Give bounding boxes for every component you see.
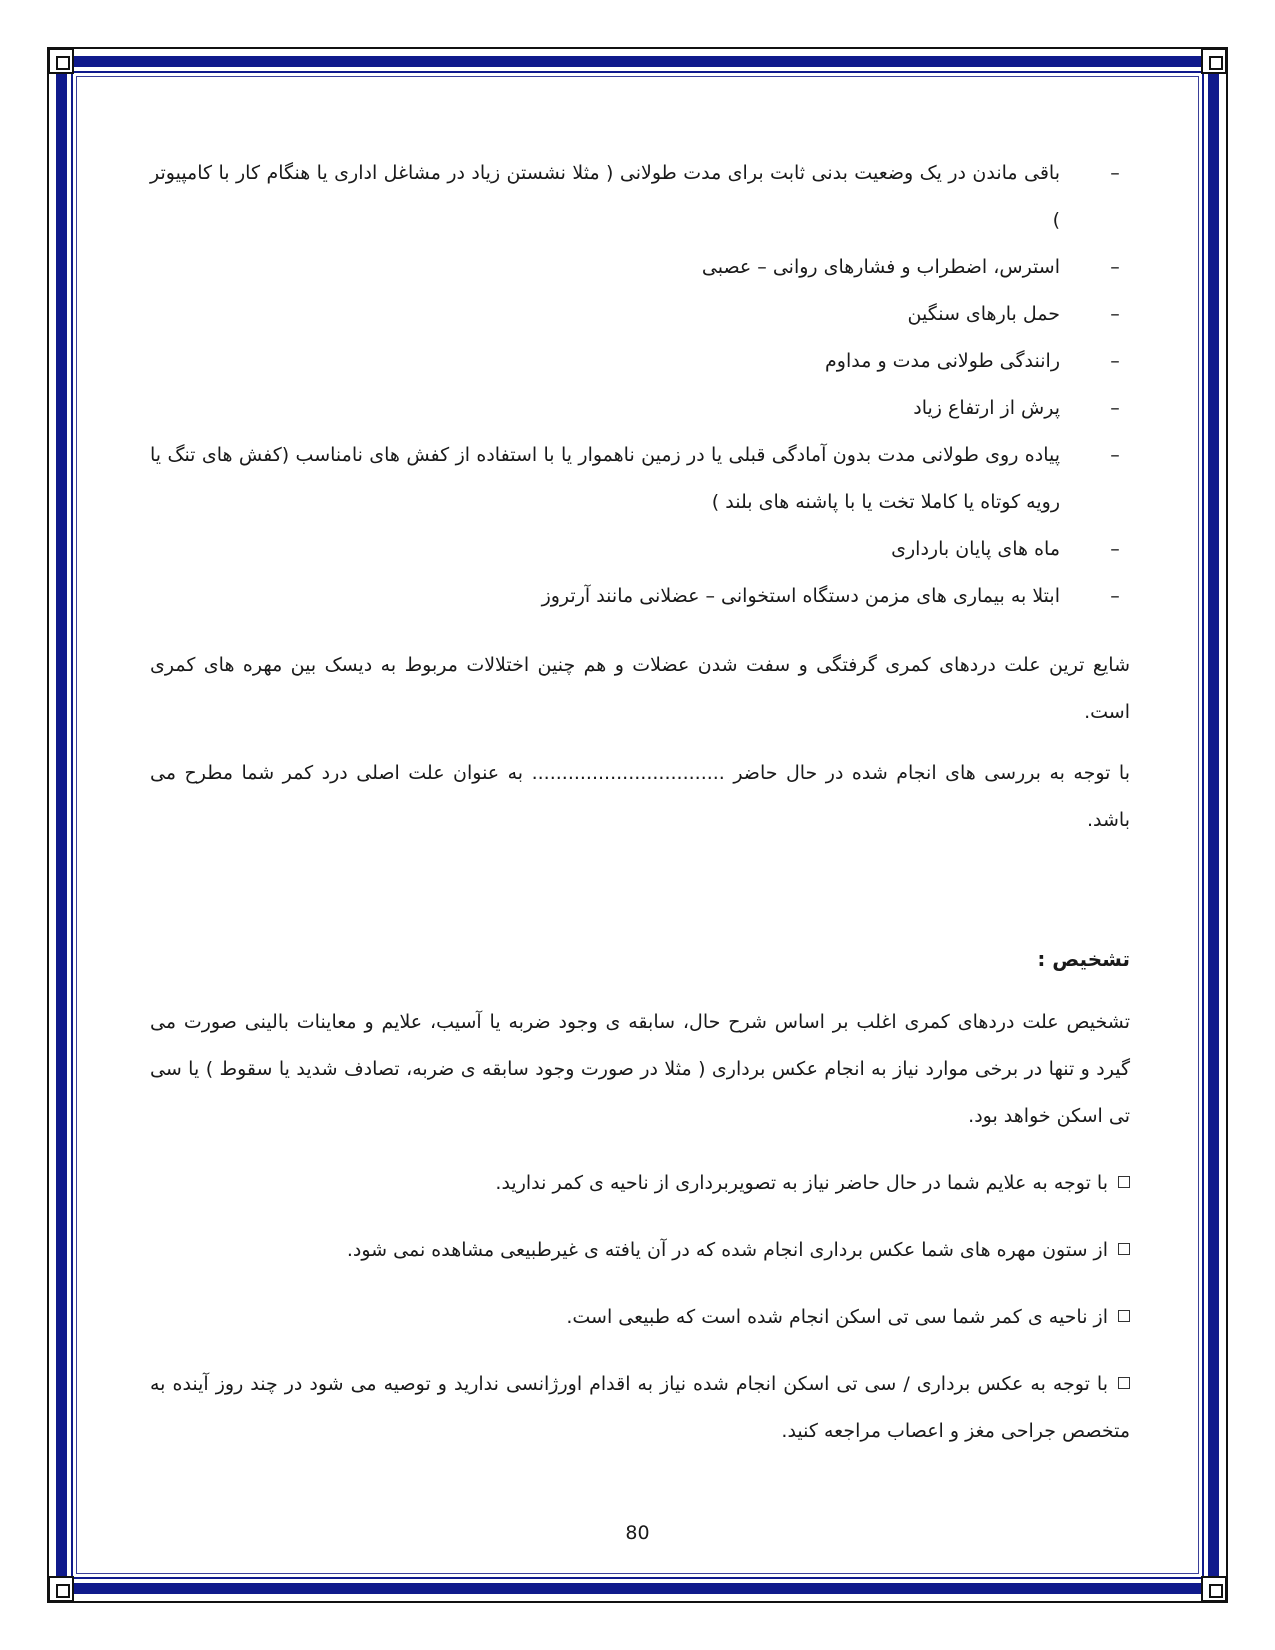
dash-bullet: – — [1110, 350, 1120, 372]
checklist-item — [150, 1227, 1130, 1274]
list-item-text: رانندگی طولانی مدت و مداوم — [825, 350, 1060, 372]
list-item — [150, 573, 1130, 620]
checkbox-icon[interactable] — [1118, 1176, 1130, 1188]
list-item — [150, 291, 1130, 338]
dash-bullet: – — [1110, 585, 1120, 607]
frame-corner-ornament — [48, 1576, 74, 1602]
checklist-item-text: از ناحیه ی کمر شما سی تی اسکن انجام شده است که طبیعی است. — [566, 1306, 1108, 1328]
list-item — [150, 244, 1130, 291]
checkbox-icon[interactable] — [1118, 1377, 1130, 1389]
dash-bullet: – — [1110, 444, 1120, 466]
dash-bullet: – — [1110, 162, 1120, 184]
list-item — [150, 338, 1130, 385]
dash-bullet: – — [1110, 256, 1120, 278]
risk-factor-list — [150, 150, 1130, 620]
checkbox-icon[interactable] — [1118, 1243, 1130, 1255]
page-content — [150, 150, 1130, 1455]
list-item-text: حمل بارهای سنگین — [907, 303, 1060, 325]
frame-corner-ornament — [1201, 1576, 1227, 1602]
list-item — [150, 526, 1130, 573]
checklist-item — [150, 1361, 1130, 1455]
dash-bullet: – — [1110, 397, 1120, 419]
checkbox-icon[interactable] — [1118, 1310, 1130, 1322]
list-item-text: ابتلا به بیماری های مزمن دستگاه استخوانی – عضلانی مانند آرتروز — [541, 585, 1060, 607]
diagnosis-paragraph: تشخیص علت دردهای کمری اغلب بر اساس شرح حال، سابقه ی وجود ضربه یا آسیب، علایم و معاینات بالینی صورت می گیرد و تنها در برخی موارد نیاز به انجام عکس برداری ( مثلا در صورت وجود سابقه ی ضربه، تصادف شدید یا سقوط ) یا سی تی اسکن خواهد بود. — [150, 1011, 1130, 1127]
list-item-text: استرس، اضطراب و فشارهای روانی – عصبی — [701, 256, 1060, 278]
checklist-item-text: از ستون مهره های شما عکس برداری انجام شده که در آن یافته ی غیرطبیعی مشاهده نمی شود. — [346, 1239, 1108, 1261]
frame-corner-ornament — [1201, 48, 1227, 74]
list-item-text: پرش از ارتفاع زیاد — [913, 397, 1060, 419]
list-item-text: ماه های پایان بارداری — [891, 538, 1060, 560]
common-cause-paragraph: شایع ترین علت دردهای کمری گرفتگی و سفت شدن عضلات و هم چنین اختلالات مربوط به دیسک بین مهره های کمری است. — [150, 654, 1130, 723]
checklist-item-text: با توجه به عکس برداری / سی تی اسکن انجام شده نیاز به اقدام اورژانسی ندارید و توصیه می شود در چند روز آینده به متخصص جراحی مغز و اعصاب مراجعه کنید. — [150, 1373, 1130, 1442]
current-cause-paragraph: با توجه به بررسی های انجام شده در حال حاضر ................................ به عنوان علت اصلی درد کمر شما مطرح می باشد. — [150, 762, 1130, 831]
checklist-item — [150, 1294, 1130, 1341]
list-item — [150, 432, 1130, 526]
dash-bullet: – — [1110, 303, 1120, 325]
list-item — [150, 150, 1130, 244]
frame-corner-ornament — [48, 48, 74, 74]
page-number: 80 — [625, 1522, 650, 1544]
diagnosis-heading: تشخیص : — [1037, 947, 1130, 971]
list-item-text: پیاده روی طولانی مدت بدون آمادگی قبلی یا در زمین ناهموار یا با استفاده از کفش های نامناسب (کفش های تنگ یا رویه کوتاه یا کاملا تخت یا با پاشنه های بلند ) — [150, 444, 1060, 513]
checklist-item — [150, 1160, 1130, 1207]
dash-bullet: – — [1110, 538, 1120, 560]
checklist-item-text: با توجه به علایم شما در حال حاضر نیاز به تصویربرداری از ناحیه ی کمر ندارید. — [495, 1172, 1108, 1194]
list-item-text: باقی ماندن در یک وضعیت بدنی ثابت برای مدت طولانی ( مثلا نشستن زیاد در مشاغل اداری یا هنگام کار با کامپیوتر ) — [150, 162, 1060, 231]
list-item — [150, 385, 1130, 432]
